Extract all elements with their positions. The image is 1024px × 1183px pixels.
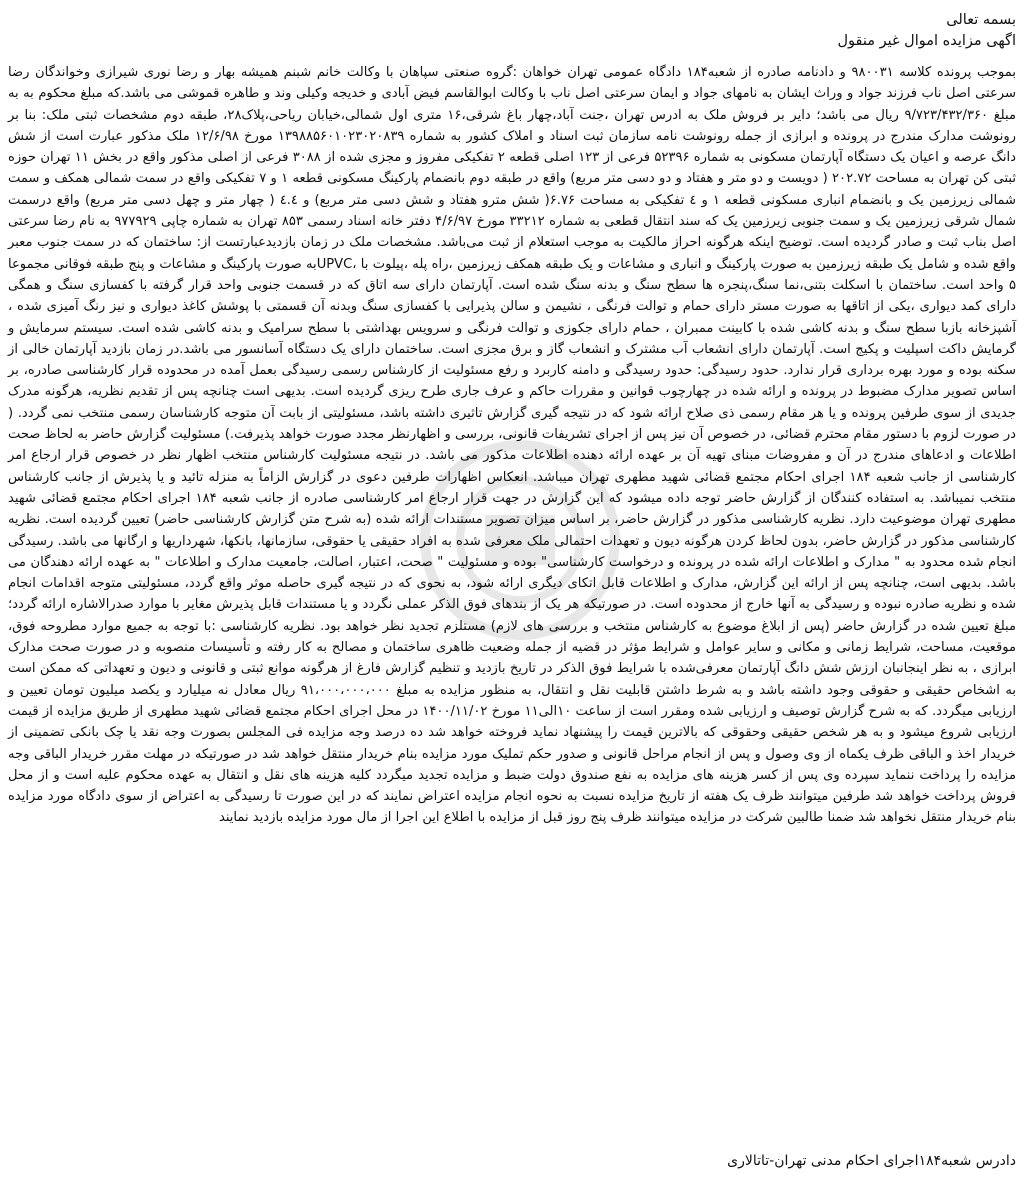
notice-title: اگهی مزایده اموال غیر منقول [837,33,1016,49]
notice-signature: دادرس شعبه۱۸۴اجرای احکام مدنی تهران-تاتالاری [727,1153,1016,1169]
basmala-heading: بسمه تعالی [946,12,1016,28]
notice-body: بموجب پرونده کلاسه ۹۸۰۰۳۱ و دادنامه صادره از شعبه۱۸۴ دادگاه عمومی تهران خواهان :گروه صنعتی سپاهان با وکالت خانم شبنم همیشه بهار و رضا نوری شیرازی وخواندگان رضا سرعتی اصل ناب فرزند جواد و وراث ایشان به نامهای جواد و ایمان سرعتی اصل ناب با وکالت ابوالقاسم فیض آبادی و خدیجه وکیلی وند و طاهره قموشی می باشد.که مبلغ محکوم به به مبلغ ۹/۷۲۳/۴۳۲/۳۶۰ ریال می باشد؛ دایر بر فروش ملک به ادرس تهران ،جنت آباد،چهار باغ شرقی،۱۶ متری اول شمالی،خیابان ریاحی،پلاک۲۸، طبقه دوم مشخصات ثبتی ملک: بنا بر رونوشت مدارک مندرج در پرونده و ابرازی از جمله رونوشت نامه سازمان ثبت اسناد و املاک کشور به شماره ۱۳۹۸۸۵۶۰۱۰۲۳۰۲۰۸۳۹ مورخ ۱۲/۶/۹۸ ملک مذکور عبارت است از شش دانگ عرصه و اعیان یک دستگاه آپارتمان مسکونی به شماره ۵۲۳۹۶ فرعی از ۱۲۳ اصلی قطعه ۲ تفکیکی مفروز و مجزی شده از ۳۰۸۸ فرعی از اصلی مذکور واقع در بخش ۱۱ تهران حوزه ثبتی کن تهران به مساحت ۲۰۲.۷۲ ( دویست و دو متر و هفتاد و دو دسی متر مربع) واقع در طبقه دوم بانضمام پارکینگ مسکونی قطعه ۱ و ۷ تفکیکی واقع در سمت شمالی همکف و سمت شمالی زیرزمین یک و بانضمام انباری مسکونی قطعه ۱ و ٤ تفکیکی به مساحت ۶.۷۶( شش مترو هفتاد و شش دسی متر مربع) و ٤.٤ ( چهار متر و چهل دسی متر مربع) واقع درسمت شمال شرقی زیرزمین یک و سمت جنوبی زیرزمین یک که سند انتقال قطعی به شماره ۳۳۲۱۲ مورخ ۴/۶/۹۷ دفتر خانه اسناد رسمی ۸۵۳ تهران به شماره چاپی ۹۷۷۹۲۹ به نام رضا سرعتی اصل بناب ثبت و صادر گردیده است. توضیح اینکه هرگونه احراز مالکیت به موجب استعلام از ثبت می‌باشد. مشخصات ملک در زمان بازدیدعبارتست از: ساختمان که در سمت جنوب معبر واقع شده و شامل یک طبقه زیرزمین به صورت پارکینگ و انباری و مشاعات و یک طبقه همکف زیرزمین ،راه پله ،پیلوت با ،UPVCبه صورت پارکینگ و مشاعات و پنج طبقه فوقانی مجموعا ۵ واحد است. ساختمان با اسکلت بتنی،نما سنگ،پنجره ها سطح سنگ و بدنه سنگ شده است. آپارتمان دارای سه اتاق که در قسمت جنوبی واحد قرار گرفته با کفسازی سنگ و همگی دارای کمد دیواری ،یکی از اتاقها به صورت مستر دارای حمام و توالت فرنگی ، نشیمن و سالن پذیرایی با کفسازی سنگ وبدنه آن قسمتی با پوشش کاغذ دیواری و نیز رنگ آمیزی شده ، آشپزخانه بازبا سطح سنگ و بدنه کاشی شده با کابینت ممبران ، حمام دارای جکوزی و توالت فرنگی و سرویس بهداشتی با سطح سرامیک و بدنه کاشی شده است. سیستم سرمایش و گرمایش داکت اسپلیت و پکیج است. آپارتمان دارای انشعاب آب مشترک و انشعاب گاز و برق مجزی است. ساختمان دارای یک دستگاه آسانسور می باشد.در زمان بازدید آپارتمان خالی از سکنه بوده و مورد بهره برداری قرار ندارد. حدود رسیدگی: حدود رسیدگی و دامنه کاربرد و رفع مسئولیت از کارشناس رسمی رسیدگی بعمل آمده در محدوده قرار کارشناسی صادره، بر اساس تصویر مدارک مضبوط در پرونده و ارائه شده در چهارچوب قوانین و مقررات حاکم و عرف جاری طرح ریزی گردیده است. بدیهی است چنانچه پس از تقدیم نظریه، هرگونه مدرک جدیدی از سوی طرفین پرونده و یا هر مقام رسمی ذی صلاح ارائه شود که در نتیجه گیری گزارش تاثیری داشته باشد، مسئولیتی از بابت آن متوجه کارشناسان رسمی منتخب نمی گردد. ( در صورت لزوم با دستور مقام محترم قضائی، در خصوص آن نیز پس از اجرای تشریفات قانونی، بررسی و اظهارنظر مجدد صورت خواهد پذیرفت.) مسئولیت گزارش حاضر به لحاظ صحت اطلاعات و ادعاهای مندرج در آن و مفروضات مبنای تهیه آن بر عهده ارائه دهنده اطلاعات مذکور می باشد. در نتیجه مسئولیت کارشناس منتخب اظهار نظر در خصوص قرار ارجاع امر کارشناسی از جانب شعبه ۱۸۴ اجرای احکام مجتمع قضائی شهید مطهری تهران میباشد. انعکاس اظهارات طرفین دعوی در گزارش الزاماً به منزله تائید و یا پذیرش از جانب کارشناس منتخب نمیباشد. به استفاده کنندگان از گزارش حاضر توجه داده میشود که این گزارش در جهت قرار ارجاع امر کارشناسی صادره از جانب شعبه ۱۸۴ اجرای احکام مجتمع قضائی شهید مطهری تهران موضوعیت دارد. نظریه کارشناسی مذکور در گزارش حاضر، بر اساس میزان تصویر مستندات ارائه شده (به شرح متن گزارش کارشناسی حاضر) تعیین گردیده است. نظریه کارشناسی مذکور در گزارش حاضر، بدون لحاظ کردن هرگونه دیون و تعهدات احتمالی ملک معرفی شده به افراد حقیقی یا حقوقی، سازمانها، بانکها، شهرداریها و ارگانها می باشد. رسیدگی انجام شده محدود به " مدارک و اطلاعات ارائه شده در پرونده و درخواست کارشناسی" بوده و مسئولیت " صحت، اعتبار، اصالت، جامعیت مدارک و اطلاعات " به عهده ارائه دهندگان می باشد. بدیهی است، چنانچه پس از ارائه این گزارش، مدارک و اطلاعات قابل اتکای دیگری ارائه شود، به نحوی که در نتیجه گیری حاصله موثر واقع گردد، مسئولیتی متوجه اقدامات انجام شده و نظریه صادره نبوده و رسیدگی به آنها خارج از محدوده است. در صورتیکه هر یک از بندهای فوق الذکر عملی نگردد و یا مستندات قابل پذیرش مغایر با موارد صدرالاشاره ارائه گردد؛ مبلغ تعیین شده در گزارش حاضر (پس از ابلاغ موضوع به کارشناس منتخب و بررسی های لازم) مستلزم تجدید نظر خواهد بود. نظریه کارشناسی :با توجه به جمیع موارد مطروحه فوق، موقعیت، مساحت، شرایط زمانی و مکانی و سایر عوامل و شرایط مؤثر در قضیه از جمله وضعیت ظاهری ساختمان و مصالح به کار رفته و تأسیسات منصوبه و در صورت صحت مدارک ابرازی ، به نظر اینجانبان ارزش شش دانگ آپارتمان معرفی‌شده با شرایط فوق الذکر در تاریخ بازدید و تنظیم گزارش فارغ از هرگونه موانع ثبتی و قانونی و دیون و تعهداتی که ممکن است به اشخاص حقیقی و حقوقی وجود داشته باشد و به شرط داشتن قابلیت نقل و انتقال، به منظور مزایده به مبلغ ۹۱،۰۰۰،۰۰۰،۰۰۰ ریال معادل نه میلیارد و یکصد میلیون تومان تعیین و ارزیابی میگردد. که به شرح گزارش توصیف و ارزیابی شده ومقرر است از ساعت ۱۰الی۱۱ مورخ ۱۴۰۰/۱۱/۰۲ در محل اجرای احکام مجتمع قضائی شهید مطهری از طریق مزایده از قیمت ارزیابی شروع میشود و به هر شخص حقیقی وحقوقی که بالاترین قیمت را پیشنهاد نماید فروخته خواهد شد ده درصد وجه مزایده فی المجلس بصورت وجه نقد یا چک بانکی تضمینی از خریدار اخذ و الباقی ظرف یکماه از وی وصول و پس از انجام مراحل قانونی و صدور حکم تملیک مورد مزایده بنام خریدار منتقل خواهد شد در صورتیکه در مهلت مقرر خریدار الباقی وجه مزایده را پرداخت ننماید سپرده وی پس از کسر هزینه های مزایده به نفع صندوق دولت ضبط و مزایده تجدید میگردد کلیه هزینه های نقل و انتقال به عهده محکوم علیه است و از محل فروش پرداخت خواهد شد طرفین میتوانند ظرف یک هفته از تاریخ مزایده نسبت به نحوه انجام مزایده اعتراض نمایند که در این صورت تا رسیدگی به اعتراض از سوی دادگاه مورد مزایده بنام خریدار منتقل نخواهد شد ضمنا طالبین شرکت در مزایده میتوانند ظرف پنج روز قبل از مزایده با اطلاع این اجرا از مال مورد مزایده بازدید نمایند [8,65,1017,826]
